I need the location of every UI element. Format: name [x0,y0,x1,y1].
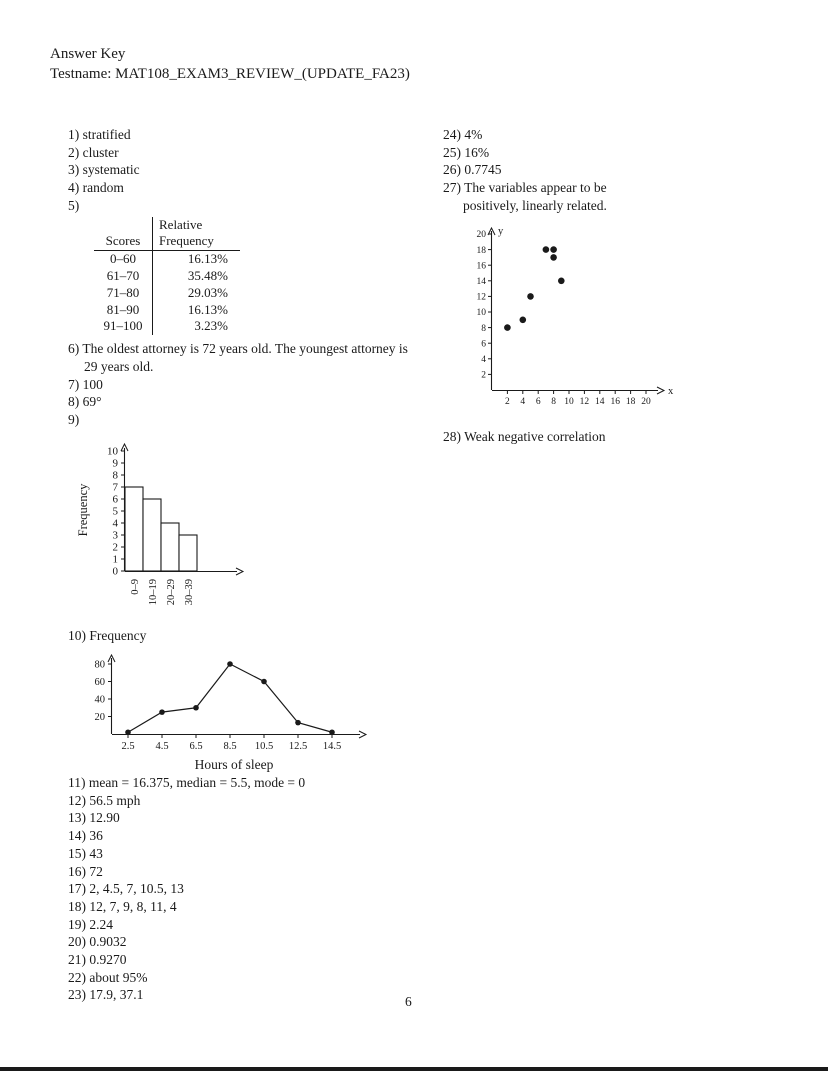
header [50,44,410,84]
svg-text:10: 10 [476,307,486,318]
table-cell-blank [94,217,153,234]
answer-20: 20) 0.9032 [68,934,127,950]
svg-text:12.5: 12.5 [288,741,308,753]
table-header-row-1 [94,217,240,234]
sleep-frequency-line-chart [68,646,440,756]
answer-18: 18) 12, 7, 9, 8, 11, 4 [68,898,177,914]
answer-4: 4) random [68,180,124,196]
table-header-scores: Scores [94,233,153,250]
scores-cell: 71–80 [94,285,153,302]
svg-text:20: 20 [641,396,651,407]
svg-text:80: 80 [94,659,105,671]
rel-freq-cell: 3.23% [194,318,228,334]
answer-16: 16) 72 [68,863,103,879]
scatter-svg [446,220,686,422]
svg-text:0–9: 0–9 [130,578,141,595]
rel-freq-cell: 35.48% [187,267,228,283]
svg-text:9: 9 [112,457,118,470]
svg-text:8: 8 [551,396,556,407]
svg-text:8: 8 [481,323,486,334]
svg-text:6.5: 6.5 [189,741,203,753]
svg-text:0: 0 [112,565,118,578]
answers-left-column [68,126,440,1004]
answer-1: 1) stratified [68,127,131,142]
svg-text:x: x [668,385,674,397]
svg-text:4.5: 4.5 [155,741,169,753]
svg-text:8: 8 [112,469,118,482]
svg-text:20: 20 [476,229,486,240]
page-title: Answer Key [50,46,126,62]
answer-21: 21) 0.9270 [68,952,127,968]
answer-27: 27) The variables appear to be positively, linearly related. [443,180,607,213]
histogram-chart [73,433,440,625]
table-row [94,285,240,302]
svg-text:40: 40 [94,694,105,706]
svg-text:10: 10 [107,445,118,458]
svg-text:16: 16 [476,260,486,271]
page-number: 6 [405,994,412,1009]
svg-text:16: 16 [610,396,620,407]
svg-text:14.5: 14.5 [322,741,342,753]
svg-text:y: y [498,225,504,237]
answer-9-label: 9) [68,411,80,427]
svg-text:2: 2 [481,370,486,381]
answer-11: 11) mean = 16.375, median = 5.5, mode = 0 [68,775,306,791]
svg-text:12: 12 [476,292,486,303]
svg-text:2: 2 [505,396,510,407]
svg-text:4: 4 [481,354,486,365]
svg-text:30–39: 30–39 [184,578,195,605]
answer-15: 15) 43 [68,845,103,861]
svg-text:10: 10 [564,396,574,407]
svg-text:14: 14 [476,276,486,287]
svg-text:60: 60 [94,677,105,689]
histogram-svg [73,433,288,625]
svg-text:6: 6 [481,338,486,349]
table-row [94,302,240,319]
relative-frequency-table [94,217,240,336]
answer-24: 24) 4% [443,127,483,142]
rel-freq-cell: 16.13% [187,301,228,317]
rel-freq-cell: 16.13% [187,251,228,267]
answer-10-label: 10) Frequency [68,627,147,643]
svg-text:5: 5 [112,505,118,518]
svg-text:1: 1 [112,553,118,566]
testname: Testname: MAT108_EXAM3_REVIEW_(UPDATE_FA23) [50,66,410,82]
table-header-frequency: Frequency [153,233,241,250]
answer-3: 3) systematic [68,162,140,178]
table-row [94,251,240,268]
svg-text:20: 20 [94,712,105,724]
scan-edge-artifact [0,1067,828,1071]
answer-6: 6) The oldest attorney is 72 years old. The youngest attorney is 29 years old. [68,341,408,374]
rel-freq-cell: 29.03% [187,284,228,300]
svg-text:10.5: 10.5 [254,741,274,753]
scores-cell: 61–70 [94,268,153,285]
answer-17: 17) 2, 4.5, 7, 10.5, 13 [68,881,184,897]
svg-text:12: 12 [579,396,590,407]
answer-26: 26) 0.7745 [443,162,502,178]
svg-text:18: 18 [476,245,486,256]
svg-text:2: 2 [112,541,118,554]
answers-right-column [443,126,811,445]
svg-text:8.5: 8.5 [223,741,237,753]
table-header-row-2 [94,233,240,250]
svg-text:20–29: 20–29 [166,578,177,605]
svg-text:7: 7 [112,481,118,494]
svg-text:3: 3 [112,529,118,542]
answer-23: 23) 17.9, 37.1 [68,987,144,1003]
answer-5-label: 5) [68,197,80,213]
answer-14: 14) 36 [68,828,103,844]
svg-text:6: 6 [535,396,541,407]
scores-cell: 91–100 [94,318,153,335]
scores-cell: 0–60 [94,251,153,268]
answer-12: 12) 56.5 mph [68,792,141,808]
answer-8: 8) 69° [68,394,102,410]
answer-22: 22) about 95% [68,969,148,985]
answer-19: 19) 2.24 [68,916,113,932]
answer-2: 2) cluster [68,144,119,160]
svg-text:Frequency: Frequency [76,483,90,536]
table-header-relative: Relative [159,216,203,232]
svg-text:6: 6 [112,493,118,506]
svg-text:4: 4 [112,517,118,530]
svg-text:2.5: 2.5 [121,741,135,753]
answer-28: 28) Weak negative correlation [443,428,606,444]
svg-text:10–19: 10–19 [148,578,159,605]
table-row [94,318,240,335]
svg-text:14: 14 [595,396,605,407]
scatter-plot-chart [446,220,811,422]
answer-7: 7) 100 [68,376,103,392]
svg-text:4: 4 [520,396,526,407]
answer-13: 13) 12.90 [68,810,120,826]
scores-cell: 81–90 [94,302,153,319]
table-row [94,268,240,285]
line-chart-x-axis-label: Hours of sleep [194,757,274,773]
line-chart-svg [68,646,368,756]
svg-text:18: 18 [625,396,636,407]
answer-25: 25) 16% [443,144,490,160]
